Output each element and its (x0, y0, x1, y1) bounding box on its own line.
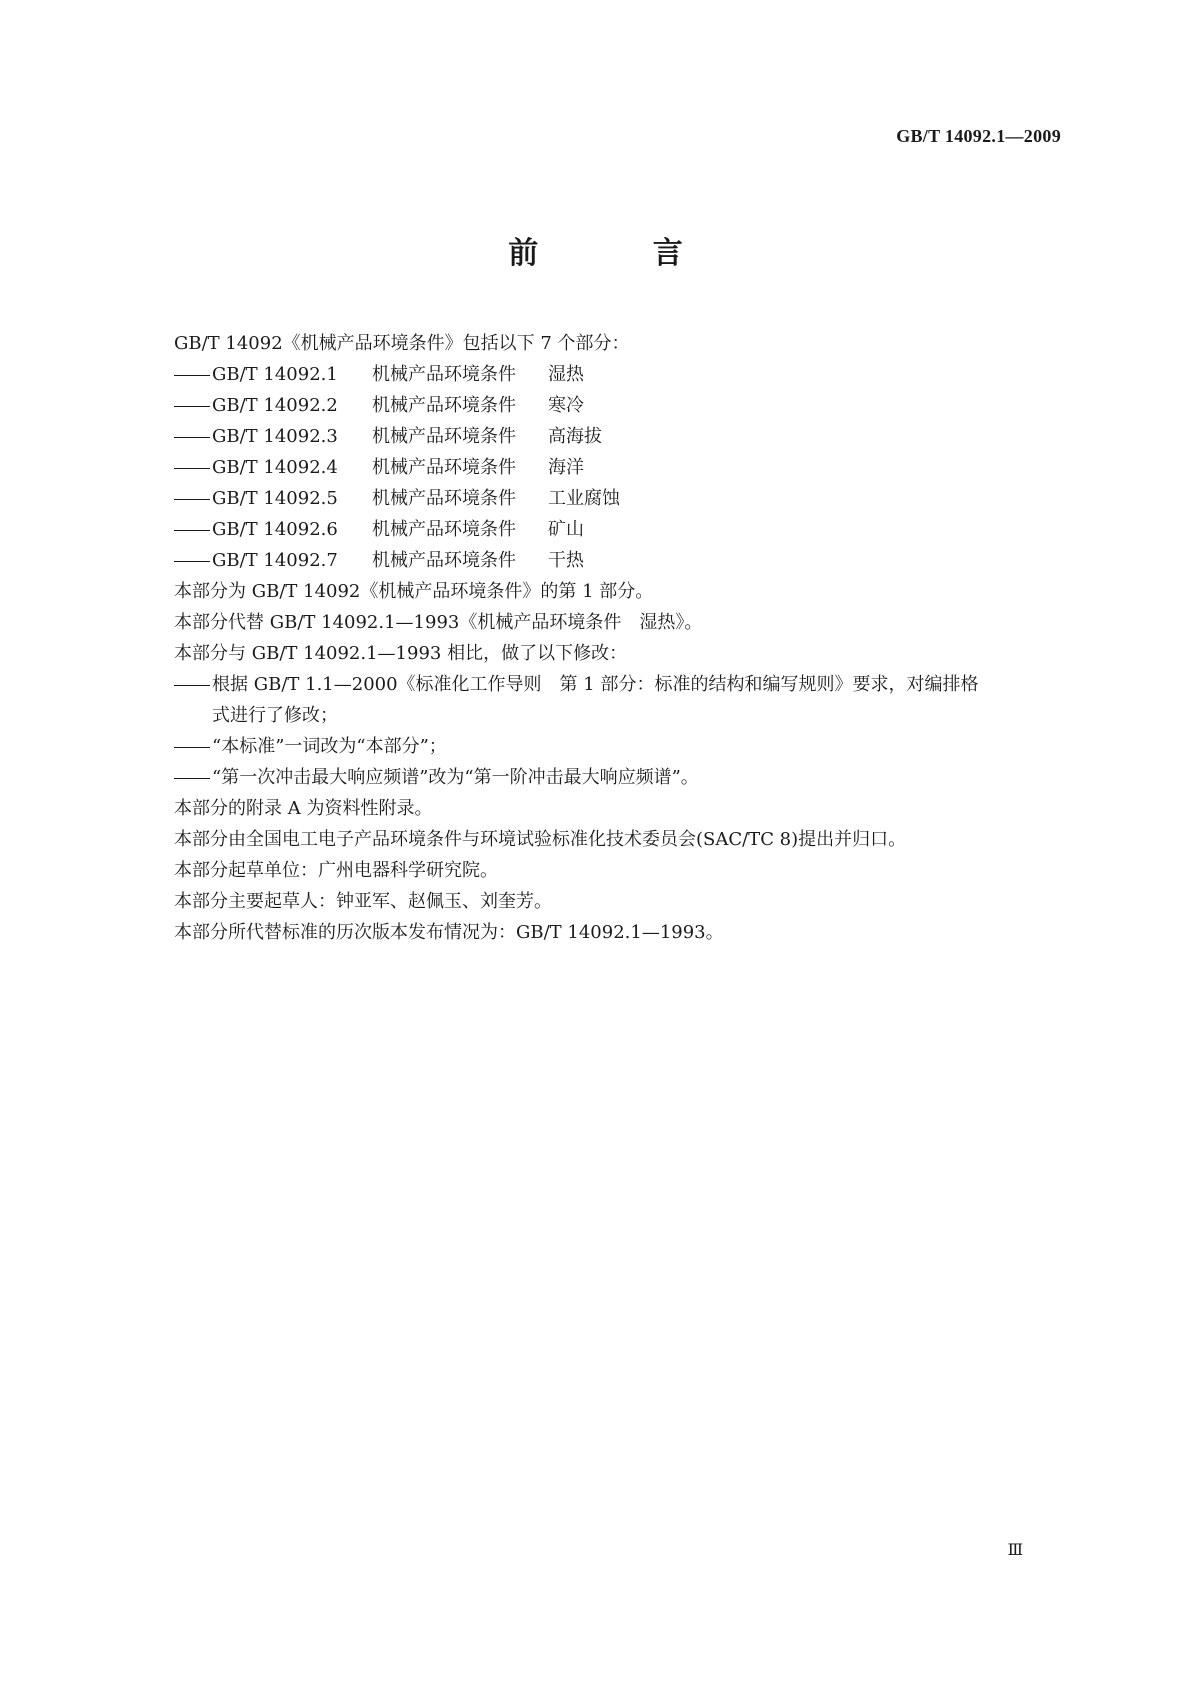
paragraph: 本部分起草单位：广州电器科学研究院。 (174, 860, 498, 881)
part-title: 机械产品环境条件 (372, 519, 516, 540)
em-dash (174, 778, 210, 779)
part-subtitle: 湿热 (548, 364, 584, 385)
part-subtitle: 干热 (548, 550, 584, 571)
change-list-item (174, 669, 1054, 700)
part-subtitle: 高海拔 (548, 426, 602, 447)
standard-code: GB/T 14092.1—2009 (896, 126, 1061, 146)
paragraph: 本部分由全国电工电子产品环境条件与环境试验标准化技术委员会(SAC/TC 8)提出并归口。 (174, 829, 907, 850)
change-text: “本标准”一词改为“本部分”； (212, 736, 447, 757)
part-code: GB/T 14092.7 (212, 550, 338, 571)
part-subtitle: 矿山 (548, 519, 584, 540)
part-code: GB/T 14092.4 (212, 457, 338, 478)
part-code: GB/T 14092.1 (212, 364, 338, 385)
paragraph: 本部分主要起草人：钟亚军、赵佩玉、刘奎芳。 (174, 891, 552, 912)
paragraph: 本部分的附录 A 为资料性附录。 (174, 798, 433, 819)
paragraph: 本部分所代替标准的历次版本发布情况为：GB/T 14092.1—1993。 (174, 922, 724, 943)
em-dash (174, 530, 210, 531)
change-text: 根据 GB/T 1.1—2000《标准化工作导则 第 1 部分：标准的结构和编写规则》要求，对编排格 (212, 674, 979, 695)
part-list-item (174, 390, 1054, 421)
part-title: 机械产品环境条件 (372, 550, 516, 571)
paragraph: 本部分为 GB/T 14092《机械产品环境条件》的第 1 部分。 (174, 581, 654, 602)
part-title: 机械产品环境条件 (372, 395, 516, 416)
part-list-item (174, 359, 1054, 390)
paragraph: 本部分代替 GB/T 14092.1—1993《机械产品环境条件 湿热》。 (174, 612, 703, 633)
page-title: 前 言 (508, 236, 735, 271)
em-dash (174, 685, 210, 686)
part-code: GB/T 14092.2 (212, 395, 338, 416)
part-title: 机械产品环境条件 (372, 488, 516, 509)
part-code: GB/T 14092.5 (212, 488, 338, 509)
change-text: “第一次冲击最大响应频谱”改为“第一阶冲击最大响应频谱”。 (212, 767, 699, 788)
part-list-item (174, 514, 1054, 545)
change-list-item (174, 731, 1054, 762)
em-dash (174, 499, 210, 500)
part-list-item (174, 452, 1054, 483)
part-subtitle: 工业腐蚀 (548, 488, 620, 509)
part-code: GB/T 14092.3 (212, 426, 338, 447)
part-subtitle: 海洋 (548, 457, 584, 478)
em-dash (174, 468, 210, 469)
change-list-item-continued: 式进行了修改； (212, 705, 338, 726)
part-list-item (174, 483, 1054, 514)
part-title: 机械产品环境条件 (372, 426, 516, 447)
part-code: GB/T 14092.6 (212, 519, 338, 540)
change-list-item (174, 762, 1054, 793)
part-subtitle: 寒冷 (548, 395, 584, 416)
part-list-item (174, 421, 1054, 452)
em-dash (174, 375, 210, 376)
em-dash (174, 561, 210, 562)
page-number: Ⅲ (1007, 1542, 1023, 1559)
preface-body (174, 328, 1054, 948)
paragraph: 本部分与 GB/T 14092.1—1993 相比，做了以下修改： (174, 643, 628, 664)
part-title: 机械产品环境条件 (372, 364, 516, 385)
em-dash (174, 437, 210, 438)
part-title: 机械产品环境条件 (372, 457, 516, 478)
em-dash (174, 406, 210, 407)
em-dash (174, 747, 210, 748)
part-list-item (174, 545, 1054, 576)
intro-paragraph: GB/T 14092《机械产品环境条件》包括以下 7 个部分： (174, 333, 630, 354)
